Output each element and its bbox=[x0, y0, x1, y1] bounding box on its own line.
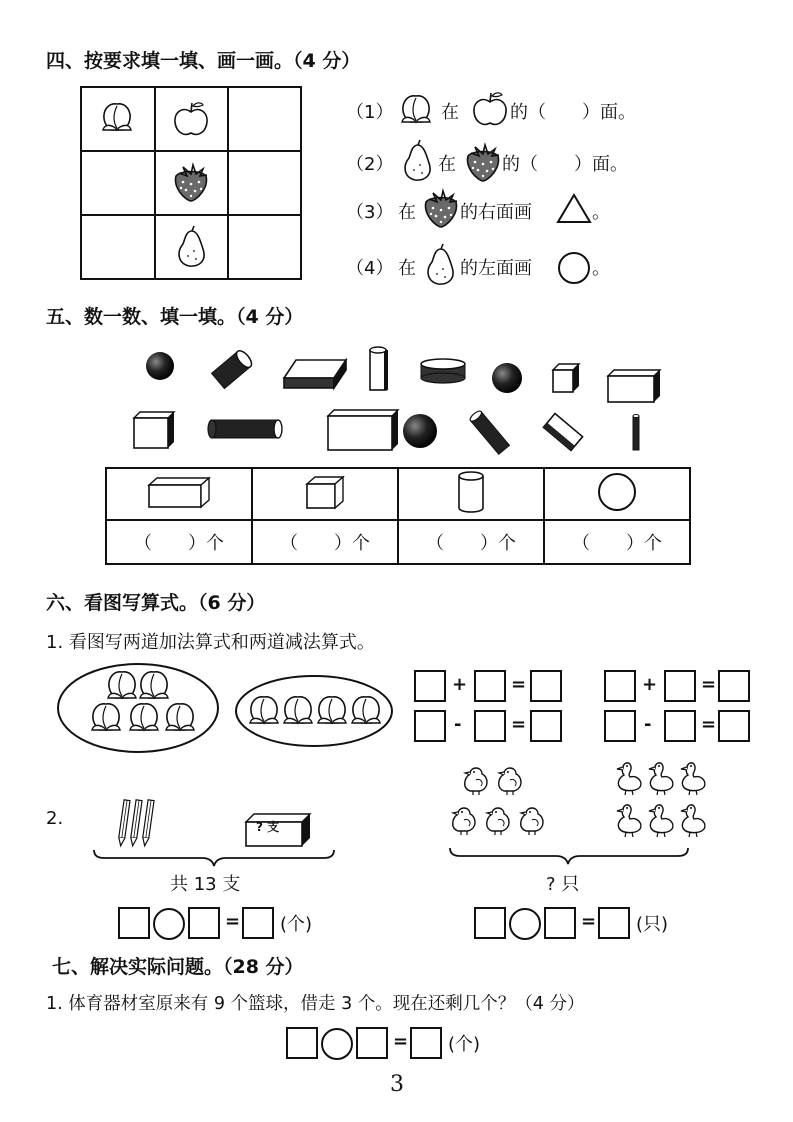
cylinder-icon bbox=[457, 470, 485, 514]
question-1-number: （1） bbox=[346, 102, 394, 123]
pencils-icon bbox=[110, 796, 170, 850]
question-2-text-a: 在 bbox=[438, 154, 456, 175]
answer-box[interactable] bbox=[598, 907, 630, 939]
section4-heading: 四、按要求填一填、画一画。（4 分） bbox=[46, 50, 361, 72]
triangle-icon bbox=[556, 192, 592, 224]
answer-box[interactable] bbox=[664, 710, 696, 742]
circle-icon bbox=[556, 250, 592, 286]
cuboid-icon bbox=[147, 475, 211, 509]
operator-circle[interactable] bbox=[320, 1027, 354, 1061]
answer-box[interactable] bbox=[530, 710, 562, 742]
answer-box[interactable] bbox=[410, 1027, 442, 1059]
pencils-total-label: 共 13 支 bbox=[170, 874, 241, 895]
question-4-number: （4） bbox=[346, 258, 394, 279]
unit-label: (个) bbox=[280, 914, 313, 935]
pencil-box-label: ? 支 bbox=[256, 820, 280, 834]
section5-heading: 五、数一数、填一填。（4 分） bbox=[46, 306, 304, 328]
equals-sign: = bbox=[581, 911, 597, 932]
question-1-text-b: 的（ ）面。 bbox=[510, 102, 636, 123]
answer-box[interactable] bbox=[664, 670, 696, 702]
count-header-cylinder bbox=[398, 468, 544, 520]
answer-box[interactable] bbox=[718, 710, 750, 742]
question-3-text-a: 在 bbox=[398, 202, 416, 223]
answer-box[interactable] bbox=[474, 710, 506, 742]
answer-box[interactable] bbox=[414, 670, 446, 702]
sphere-icon bbox=[403, 414, 437, 448]
cylinder-icon bbox=[208, 420, 282, 438]
answer-box[interactable] bbox=[356, 1027, 388, 1059]
equals-sign: = bbox=[701, 674, 717, 695]
birds-brace bbox=[448, 846, 692, 868]
answer-box[interactable] bbox=[474, 907, 506, 939]
answer-box[interactable] bbox=[530, 670, 562, 702]
plus-sign: + bbox=[452, 674, 468, 695]
equals-sign: = bbox=[393, 1031, 409, 1052]
count-answer-cuboid[interactable]: （ ）个 bbox=[106, 520, 252, 564]
cube-icon bbox=[305, 474, 345, 510]
plus-sign: + bbox=[642, 674, 658, 695]
count-answer-cube[interactable]: （ ）个 bbox=[252, 520, 398, 564]
question-3-text-b: 的右面画 bbox=[460, 202, 532, 223]
equals-sign: = bbox=[225, 911, 241, 932]
count-answer-cylinder[interactable]: （ ）个 bbox=[398, 520, 544, 564]
answer-box[interactable] bbox=[286, 1027, 318, 1059]
section6-question-1: 1. 看图写两道加法算式和两道减法算式。 bbox=[46, 632, 375, 653]
solid-shapes-illustration bbox=[0, 340, 793, 470]
question-1-text-a: 在 bbox=[441, 102, 459, 123]
answer-box[interactable] bbox=[118, 907, 150, 939]
question-2-number: （2） bbox=[346, 154, 394, 175]
peach-icon bbox=[103, 104, 131, 130]
equals-sign: = bbox=[511, 674, 527, 695]
peach-group-left bbox=[56, 662, 222, 762]
cylinder-icon bbox=[633, 415, 639, 451]
question-4-text-b: 的左面画 bbox=[460, 258, 532, 279]
sphere-icon bbox=[492, 363, 522, 393]
count-header-cube bbox=[252, 468, 398, 520]
pencils-brace bbox=[92, 848, 336, 870]
question-3-number: （3） bbox=[346, 202, 394, 223]
answer-box[interactable] bbox=[474, 670, 506, 702]
sphere-icon bbox=[596, 471, 638, 513]
sphere-icon bbox=[146, 352, 174, 380]
unit-label: (只) bbox=[636, 914, 669, 935]
minus-sign: - bbox=[454, 714, 462, 735]
peach-group-right bbox=[234, 674, 396, 750]
section6-question-2-number: 2. bbox=[46, 808, 64, 829]
answer-box[interactable] bbox=[242, 907, 274, 939]
count-header-cuboid bbox=[106, 468, 252, 520]
section7-question-1: 1. 体育器材室原来有 9 个篮球，借走 3 个。现在还剩几个？（4 分） bbox=[46, 994, 585, 1014]
count-table bbox=[105, 467, 691, 565]
answer-box[interactable] bbox=[414, 710, 446, 742]
question-4-text-a: 在 bbox=[398, 258, 416, 279]
section6-heading: 六、看图写算式。（6 分） bbox=[46, 592, 266, 614]
fruit-grid bbox=[80, 86, 304, 280]
operator-circle[interactable] bbox=[508, 907, 542, 941]
cuboid-icon bbox=[284, 360, 346, 388]
cuboid-icon bbox=[328, 410, 398, 450]
cube-icon bbox=[553, 364, 579, 392]
cylinder-icon bbox=[469, 409, 510, 454]
answer-box[interactable] bbox=[604, 710, 636, 742]
cylinder-icon bbox=[212, 348, 255, 388]
cylinder-icon bbox=[421, 359, 465, 383]
equals-sign: = bbox=[511, 714, 527, 735]
count-header-sphere bbox=[544, 468, 690, 520]
cuboid-icon bbox=[608, 370, 660, 402]
cube-icon bbox=[134, 412, 174, 448]
birds-illustration bbox=[446, 760, 746, 850]
unit-label: (个) bbox=[448, 1034, 481, 1055]
answer-box[interactable] bbox=[188, 907, 220, 939]
cuboid-icon bbox=[543, 414, 582, 451]
question-2-text-b: 的（ ）面。 bbox=[502, 154, 628, 175]
question-3-text-c: 。 bbox=[592, 202, 610, 223]
answer-box[interactable] bbox=[544, 907, 576, 939]
question-4-text-c: 。 bbox=[592, 258, 610, 279]
section7-heading: 七、解决实际问题。（28 分） bbox=[52, 956, 304, 978]
count-answer-sphere[interactable]: （ ）个 bbox=[544, 520, 690, 564]
cylinder-icon bbox=[370, 347, 388, 390]
page-number: 3 bbox=[390, 1072, 404, 1097]
minus-sign: - bbox=[644, 714, 652, 735]
operator-circle[interactable] bbox=[152, 907, 186, 941]
answer-box[interactable] bbox=[604, 670, 636, 702]
birds-total-label: ? 只 bbox=[546, 874, 580, 895]
equals-sign: = bbox=[701, 714, 717, 735]
answer-box[interactable] bbox=[718, 670, 750, 702]
